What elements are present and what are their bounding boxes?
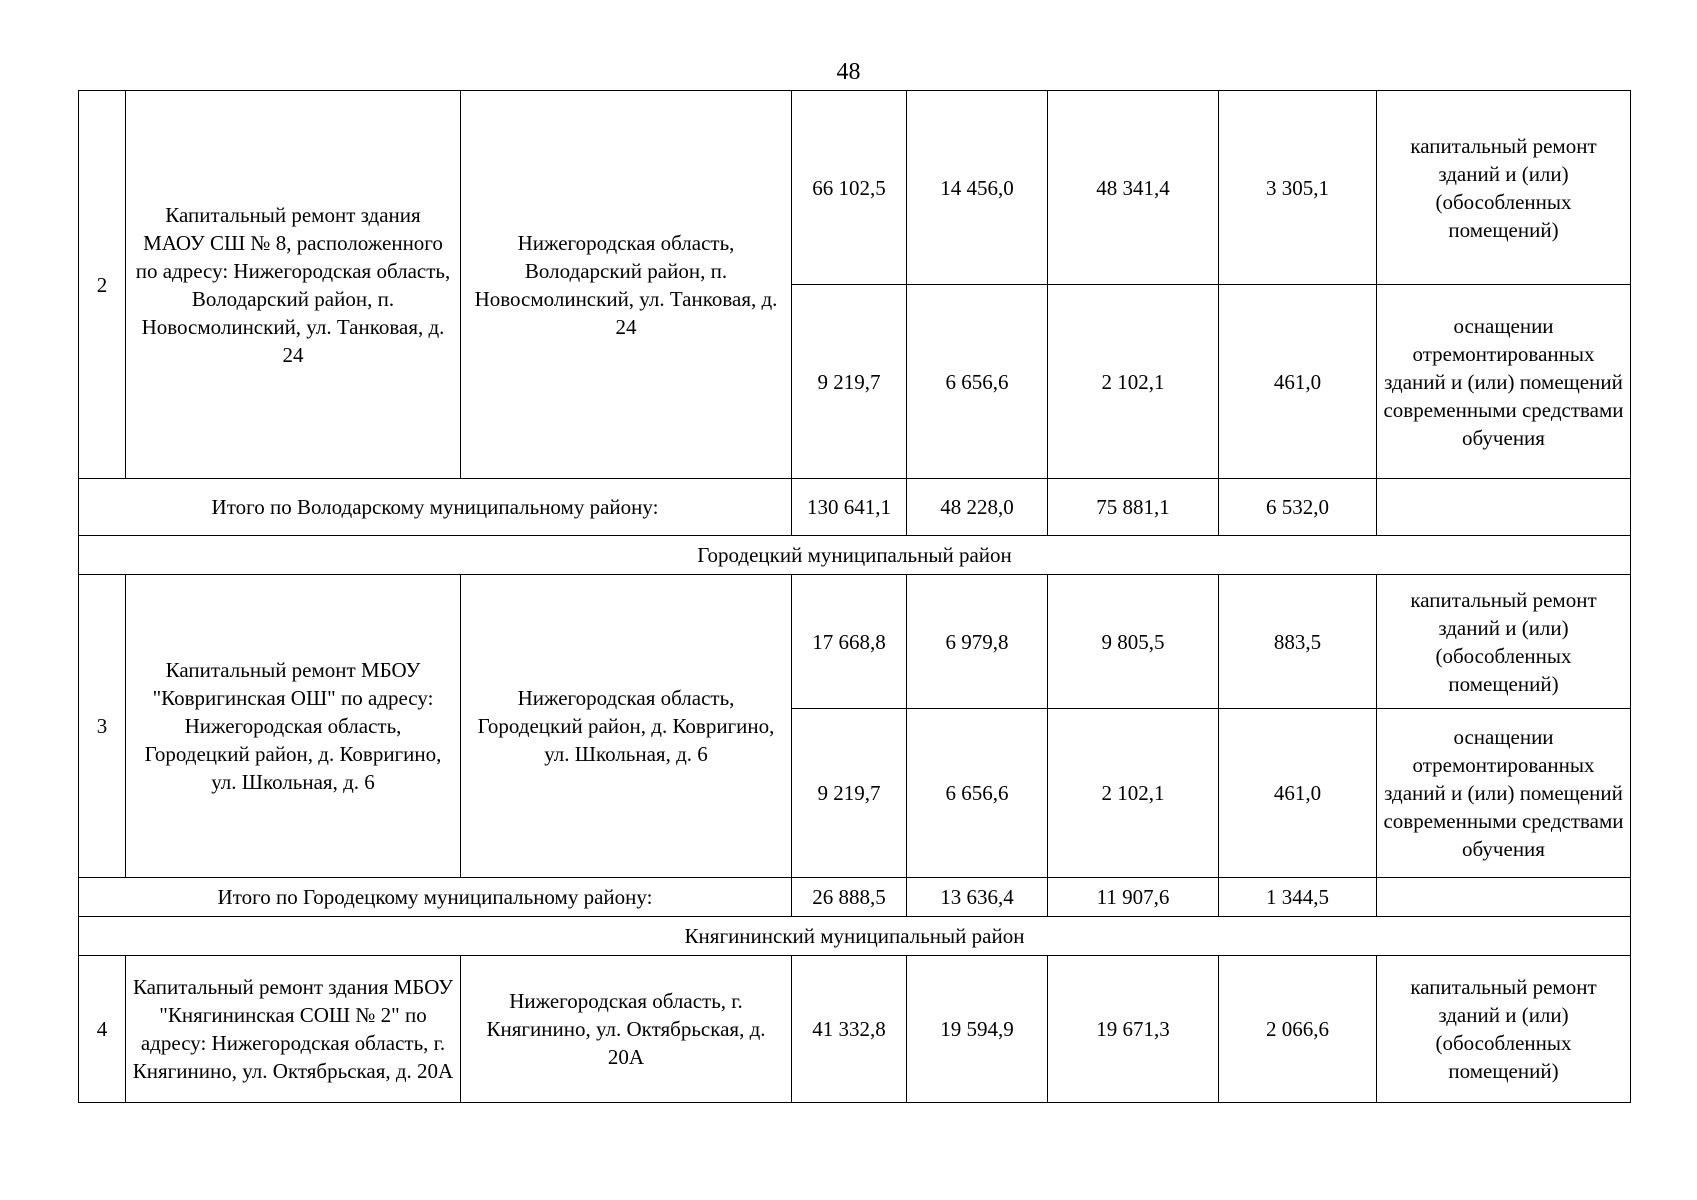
amount-federal: 6 979,8 [907,575,1048,709]
amount-municipal: 1 344,5 [1219,878,1377,917]
amount-total: 130 641,1 [792,479,907,536]
section-row [79,536,1631,575]
amount-total: 17 668,8 [792,575,907,709]
row-number: 3 [79,575,126,878]
amount-municipal: 2 066,6 [1219,956,1377,1103]
page-number: 48 [836,59,861,85]
amount-federal: 6 656,6 [907,709,1048,878]
object-name: Капитальный ремонт здания МАОУ СШ № 8, расположенного по адресу: Нижегородская область, Володарский район, п. Новосмолинский, ул. Танковая, д. 24 [126,91,461,479]
object-name: Капитальный ремонт МБОУ "Ковригинская ОШ" по адресу: Нижегородская область, Городецкий район, д. Ковригино, ул. Школьная, д. 6 [126,575,461,878]
funding-table [78,90,1631,1103]
object-address: Нижегородская область, Городецкий район, д. Ковригино, ул. Школьная, д. 6 [461,575,792,878]
amount-federal: 19 594,9 [907,956,1048,1103]
amount-municipal: 6 532,0 [1219,479,1377,536]
section-row [79,917,1631,956]
purpose: оснащении отремонтированных зданий и (или) помещений современными средствами обучения [1377,285,1631,479]
purpose: капитальный ремонт зданий и (или) (обособленных помещений) [1377,575,1631,709]
row-number: 2 [79,91,126,479]
amount-regional: 48 341,4 [1048,91,1219,285]
amount-regional: 19 671,3 [1048,956,1219,1103]
table-row [79,91,1631,285]
amount-federal: 48 228,0 [907,479,1048,536]
amount-regional: 2 102,1 [1048,285,1219,479]
section-title: Княгининский муниципальный район [79,917,1631,956]
amount-total: 41 332,8 [792,956,907,1103]
purpose-empty [1377,479,1631,536]
amount-total: 66 102,5 [792,91,907,285]
amount-total: 26 888,5 [792,878,907,917]
subtotal-label: Итого по Городецкому муниципальному району: [79,878,792,917]
subtotal-row [79,878,1631,917]
purpose-empty [1377,878,1631,917]
purpose: капитальный ремонт зданий и (или) (обособленных помещений) [1377,91,1631,285]
subtotal-row [79,479,1631,536]
amount-regional: 9 805,5 [1048,575,1219,709]
subtotal-label: Итого по Володарскому муниципальному району: [79,479,792,536]
amount-total: 9 219,7 [792,709,907,878]
table-row [79,956,1631,1103]
section-title: Городецкий муниципальный район [79,536,1631,575]
amount-municipal: 883,5 [1219,575,1377,709]
amount-federal: 14 456,0 [907,91,1048,285]
amount-regional: 2 102,1 [1048,709,1219,878]
object-address: Нижегородская область, г. Княгинино, ул. Октябрьская, д. 20А [461,956,792,1103]
amount-regional: 75 881,1 [1048,479,1219,536]
purpose: капитальный ремонт зданий и (или) (обособленных помещений) [1377,956,1631,1103]
row-number: 4 [79,956,126,1103]
amount-regional: 11 907,6 [1048,878,1219,917]
amount-federal: 13 636,4 [907,878,1048,917]
amount-federal: 6 656,6 [907,285,1048,479]
amount-municipal: 3 305,1 [1219,91,1377,285]
object-name: Капитальный ремонт здания МБОУ "Княгининская СОШ № 2" по адресу: Нижегородская область, г. Княгинино, ул. Октябрьская, д. 20А [126,956,461,1103]
object-address: Нижегородская область, Володарский район, п. Новосмолинский, ул. Танковая, д. 24 [461,91,792,479]
amount-municipal: 461,0 [1219,709,1377,878]
purpose: оснащении отремонтированных зданий и (или) помещений современными средствами обучения [1377,709,1631,878]
amount-total: 9 219,7 [792,285,907,479]
amount-municipal: 461,0 [1219,285,1377,479]
table-row [79,575,1631,709]
